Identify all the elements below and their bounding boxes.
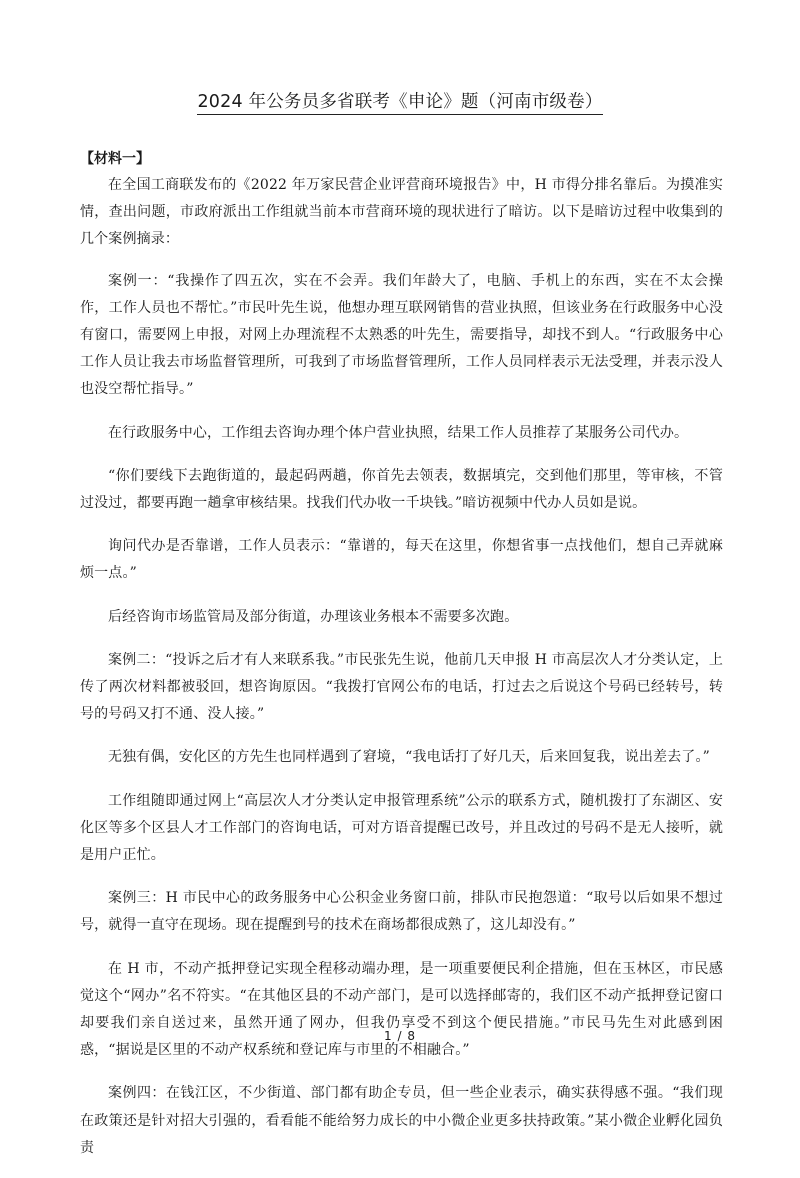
section-heading: 【材料一】 (80, 151, 150, 167)
document-title (0, 88, 800, 113)
paragraph-case-3: 案例三：H 市民中心的政务服务中心公积金业务窗口前，排队市民抱怨道：“取号以后如果不想过号，就得一直守在现场。现在提醒到号的技术在商场都很成熟了，这儿却没有。” (80, 890, 723, 934)
document-body (80, 172, 723, 1178)
paragraph: 工作组随即通过网上“高层次人才分类认定申报管理系统”公示的联系方式，随机拨打了东湖区、安化区等多个区县人才工作部门的咨询电话，可对方语音提醒已改号，并且改过的号码不是无人接听，就是用户正忙。 (80, 792, 723, 864)
paragraph: 在 H 市，不动产抵押登记实现全程移动端办理，是一项重要便民利企措施，但在玉林区，市民感觉这个“网办”名不符实。“在其他区县的不动产部门，是可以选择邮寄的，我们区不动产抵押登记窗口却要我们亲自送过来，虽然开通了网办，但我仍享受不到这个便民措施。”市民马先生对此感到困惑，“据说是区里的不动产权系统和登记库与市里的不相融合。” (80, 960, 723, 1059)
paragraph: 后经咨询市场监管局及部分街道，办理该业务根本不需要多次跑。 (108, 608, 519, 625)
title-text: 2024 年公务员多省联考《申论》题（河南市级卷） (197, 92, 602, 115)
paragraph: 无独有偶，安化区的方先生也同样遇到了窘境，“我电话打了好几天，后来回复我，说出差去了。” (108, 749, 710, 766)
paragraph-case-1: 案例一：“我操作了四五次，实在不会弄。我们年龄大了，电脑、手机上的东西，实在不太会操作，工作人员也不帮忙。”市民叶先生说，他想办理互联网销售的营业执照，但该业务在行政服务中心没有窗口，需要网上申报，对网上办理流程不太熟悉的叶先生，需要指导，却找不到人。“行政服务中心工作人员让我去市场监督管理所，可我到了市场监督管理所，工作人员同样表示无法受理，并表示没人也没空帮忙指导。” (80, 272, 723, 398)
paragraph: 询问代办是否靠谱，工作人员表示：“靠谱的，每天在这里，你想省事一点找他们，想自己弄就麻烦一点。” (80, 538, 723, 582)
page-number: 1 / 8 (384, 1029, 416, 1043)
paragraph-case-4: 案例四：在钱江区，不少街道、部门都有助企专员，但一些企业表示，确实获得感不强。“我们现在政策还是针对招大引强的，看看能不能给努力成长的中小微企业更多扶持政策。”某小微企业孵化园负责 (80, 1085, 723, 1156)
paragraph: “你们要线下去跑街道的，最起码两趟，你首先去领表，数据填完，交到他们那里，等审核，不管过没过，都要再跑一趟拿审核结果。找我们代办收一千块钱。”暗访视频中代办人员如是说。 (80, 467, 723, 512)
paragraph-case-2: 案例二：“投诉之后才有人来联系我。”市民张先生说，他前几天申报 H 市高层次人才分类认定，上传了两次材料都被驳回，想咨询原因。“我拨打官网公布的电话，打过去之后说这个号码已经转号，转号的号码又打不通、没人接。” (80, 651, 723, 723)
paragraph: 在行政服务中心，工作组去咨询办理个体户营业执照，结果工作人员推荐了某服务公司代办。 (108, 424, 689, 441)
paragraph-intro: 在全国工商联发布的《2022 年万家民营企业评营商环境报告》中，H 市得分排名靠后。为摸准实情，查出问题，市政府派出工作组就当前本市营商环境的现状进行了暗访。以下是暗访过程中收集到的几个案例摘录： (80, 177, 723, 248)
